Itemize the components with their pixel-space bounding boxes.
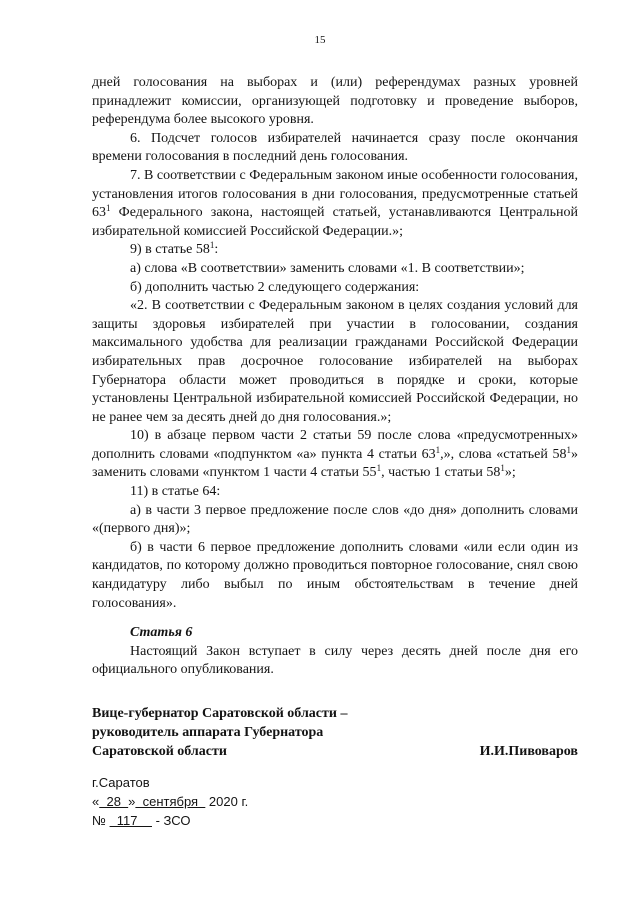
paragraph: «2. В соответствии с Федеральным законом в целях создания условий для защиты здоровья избирателей при участии в голосовании, создания максимального удобства для реализации гражданами Российской Федерации избирательных прав досрочное голосование избирателей на выборах Губернатора области может проводиться в порядке и сроки, которые установлены Центральной избирательной комиссией Российской Федерации, но не ранее чем за десять дней до дня голосования.»;: [92, 298, 578, 425]
paragraph: а) слова «В соответствии» заменить словами «1. В соответствии»;: [130, 260, 525, 276]
paragraph: Настоящий Закон вступает в силу через десять дней после дня его официального опубликования.: [92, 643, 578, 678]
signatory-title-line-1: Вице-губернатор Саратовской области –: [92, 706, 348, 721]
page-number: 15: [314, 34, 326, 46]
signatory-title-line-2: руководитель аппарата Губернатора: [92, 725, 324, 740]
paragraph: 6. Подсчет голосов избирателей начинается сразу после окончания времени голосования в последний день голосования.: [92, 130, 578, 165]
signatory-title-line-3: Саратовской области: [92, 744, 227, 759]
law-number: № 117 - ЗСО: [92, 813, 191, 828]
signing-date: « 28 » сентября 2020 г.: [92, 794, 249, 809]
place-date-block: [92, 773, 248, 830]
paragraph: 7. В соответствии с Федеральным законом иные особенности голосования, установления итогов голосования в дни голосования, предусмотренные статьей $63^1$ Федерального закона, настоящей статьей, устанавливаются Центральной избирательной комиссией Российской Федерации.»;: [92, 167, 578, 239]
date-month: сентября: [135, 794, 206, 809]
article-title: Статья 6: [130, 625, 193, 641]
law-body-text: [92, 74, 578, 680]
paragraph: а) в части 3 первое предложение после слов «до дня» дополнить словами «(первого дня)»;: [92, 502, 578, 537]
signatory-name: И.И.Пивоваров: [479, 744, 578, 759]
paragraph: 10) в абзаце первом части 2 статьи 59 после слова «предусмотренных» дополнить словами «подпунктом «а» пункта 4 статьи $63^1$,», слова «статьей $58^1$» заменить словами «пунктом 1 части 4 статьи $55^1$, частью 1 статьи $58^1$»;: [92, 428, 579, 481]
signature-block: [92, 704, 578, 761]
paragraph: 9) в статье $58^1$:: [130, 240, 219, 258]
paragraph: б) в части 6 первое предложение дополнить словами «или если один из кандидатов, по которому должно проводиться повторное голосование, снял свою кандидатуру либо выбыл по иным обстоятельствам в течение дней голосования».: [92, 539, 578, 611]
paragraph: б) дополнить частью 2 следующего содержания:: [130, 279, 420, 295]
city: г.Саратов: [92, 775, 150, 790]
paragraph: 11) в статье 64:: [130, 484, 221, 500]
law-number-value: 117: [109, 813, 152, 828]
paragraph: дней голосования на выборах и (или) референдумах разных уровней принадлежит комиссии, организующей подготовку и проведение выборов, референдума более высокого уровня.: [92, 75, 578, 128]
date-day: 28: [99, 794, 129, 809]
